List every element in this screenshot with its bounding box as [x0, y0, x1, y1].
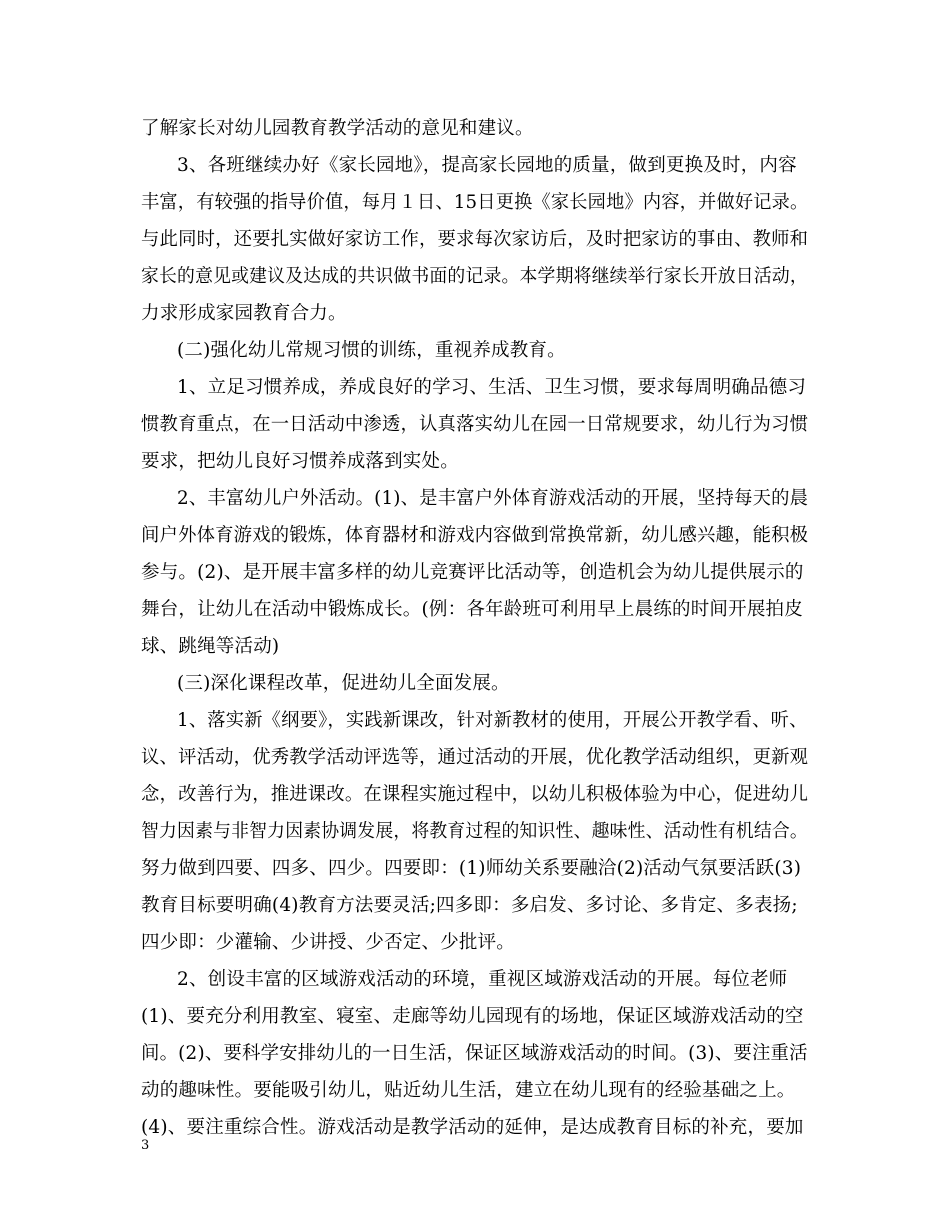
text-line: 间。(2)、要科学安排幼儿的一日生活，保证区域游戏活动的时间。(3)、要注重活: [141, 1043, 808, 1064]
text-line: 动的趣味性。要能吸引幼儿，贴近幼儿生活，建立在幼儿现有的经验基础之上。: [141, 1080, 796, 1101]
text-line: 丰富，有较强的指导价值，每月１日、15日更换《家长园地》内容，并做好记录。: [141, 192, 809, 213]
text-line: 2、丰富幼儿户外活动。(1)、是丰富户外体育游戏活动的开展，坚持每天的晨: [177, 488, 809, 509]
text-line: 参与。(2)、是开展丰富多样的幼儿竞赛评比活动等，创造机会为幼儿提供展示的: [141, 562, 804, 583]
text-line: 惯教育重点，在一日活动中渗透，认真落实幼儿在园一日常规要求，幼儿行为习惯: [141, 414, 809, 435]
text-line: 四少即：少灌输、少讲授、少否定、少批评。: [141, 932, 516, 953]
section-heading: (三)深化课程改革，促进幼儿全面发展。: [177, 673, 510, 694]
text-line: 间户外体育游戏的锻炼，体育器材和游戏内容做到常换常新，幼儿感兴趣，能积极: [141, 525, 809, 546]
text-line: 1、落实新《纲要》，实践新课改，针对新教材的使用，开展公开教学看、听、: [177, 710, 808, 731]
text-line: (4)、要注重综合性。游戏活动是教学活动的延伸，是达成教育目标的补充，要加: [141, 1117, 804, 1138]
text-line: 与此同时，还要扎实做好家访工作，要求每次家访后，及时把家访的事由、教师和: [141, 229, 809, 250]
text-line: 1、立足习惯养成，养成良好的学习、生活、卫生习惯，要求每周明确品德习: [177, 377, 807, 398]
text-line: (1)、要充分利用教室、寝室、走廊等幼儿园现有的场地，保证区域游戏活动的空: [141, 1006, 804, 1027]
text-line: 努力做到四要、四多、四少。四要即：(1)师幼关系要融洽(2)活动气氛要活跃(3): [141, 858, 802, 879]
page-number: 3: [141, 1138, 150, 1153]
text-line: 3、各班继续办好《家长园地》，提高家长园地的质量，做到更换及时，内容: [177, 155, 797, 176]
text-line: 念，改善行为，推进课改。在课程实施过程中，以幼儿积极体验为中心，促进幼儿: [141, 784, 809, 805]
text-line: 舞台，让幼儿在活动中锻炼成长。(例：各年龄班可利用早上晨练的时间开展拍皮: [141, 599, 803, 620]
text-line: 了解家长对幼儿园教育教学活动的意见和建议。: [141, 118, 534, 139]
text-line: 智力因素与非智力因素协调发展，将教育过程的知识性、趣味性、活动性有机结合。: [141, 821, 808, 842]
text-line: 球、跳绳等活动): [141, 636, 280, 657]
text-line: 要求，把幼儿良好习惯养成落到实处。: [141, 451, 459, 472]
text-line: 2、创设丰富的区域游戏活动的环境，重视区域游戏活动的开展。每位老师: [177, 969, 788, 990]
text-line: 家长的意见或建议及达成的共识做书面的记录。本学期将继续举行家长开放日活动，: [141, 266, 808, 287]
text-line: 议、评活动，优秀教学活动评选等，通过活动的开展，优化教学活动组织，更新观: [141, 747, 809, 768]
text-line: 教育目标要明确(4)教育方法要灵活;四多即：多启发、多讨论、多肯定、多表扬;: [141, 895, 798, 916]
section-heading: (二)强化幼儿常规习惯的训练，重视养成教育。: [177, 340, 566, 361]
text-line: 力求形成家园教育合力。: [141, 303, 347, 324]
